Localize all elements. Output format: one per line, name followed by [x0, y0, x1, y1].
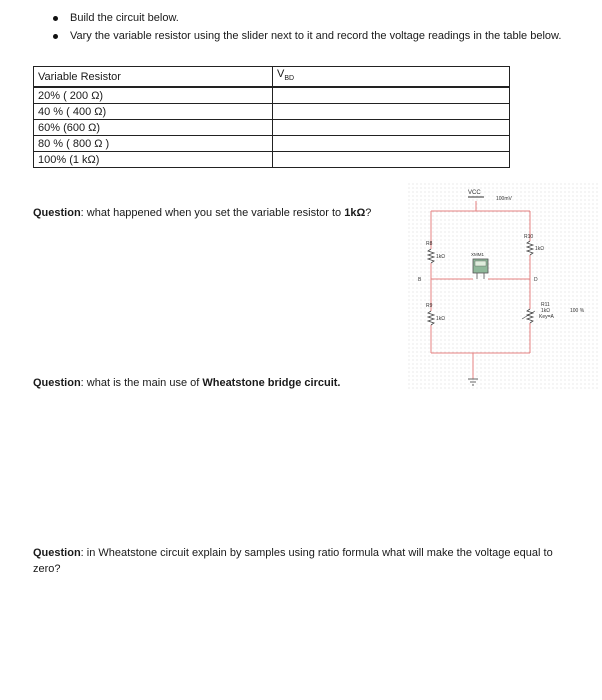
question-bold-text: Wheatstone bridge circuit.	[202, 377, 341, 389]
question-suffix: ?	[365, 207, 372, 219]
cell-resistance: 40 % ( 400 Ω)	[34, 104, 273, 120]
question-2	[33, 375, 393, 391]
bullet-icon	[53, 16, 58, 21]
question-label: Question	[33, 207, 81, 219]
header-variable-resistor: Variable Resistor	[34, 67, 273, 88]
table-header-row	[34, 67, 510, 88]
cell-resistance: 20% ( 200 Ω)	[34, 87, 273, 104]
node-d-label: D	[534, 277, 538, 283]
question-text: : what is the main use of	[80, 377, 203, 389]
cell-voltage[interactable]	[273, 120, 510, 136]
cell-voltage[interactable]	[273, 152, 510, 168]
table-row	[34, 104, 510, 120]
question-label: Question	[33, 547, 81, 559]
r11-label: R11	[541, 302, 550, 308]
source-value: 100mV	[496, 196, 512, 202]
multimeter-display-icon	[475, 261, 486, 266]
r11-value: 1kΩ	[541, 308, 551, 314]
instruction-text: Build the circuit below.	[70, 12, 179, 24]
node-b-label: B	[418, 277, 422, 283]
cell-voltage[interactable]	[273, 136, 510, 152]
instructions-list	[50, 10, 570, 46]
table-row	[34, 87, 510, 104]
r8-label: R8	[426, 241, 433, 247]
header-bd-subscript: BD	[284, 75, 295, 83]
header-vbd	[273, 67, 510, 88]
question-3	[33, 545, 578, 577]
grid-background	[408, 183, 598, 391]
cell-resistance: 100% (1 kΩ)	[34, 152, 273, 168]
meter-label: XMM1	[471, 252, 485, 257]
r11-percent: 100 %	[570, 308, 585, 314]
instruction-text: Vary the variable resistor using the slider next to it and record the voltage readings in the table below.	[70, 30, 562, 42]
r11-key: Key=A	[539, 314, 554, 320]
vcc-label: VCC	[468, 190, 481, 196]
cell-resistance: 60% (600 Ω)	[34, 120, 273, 136]
cell-voltage[interactable]	[273, 104, 510, 120]
r9-label: R9	[426, 303, 433, 309]
instruction-item	[50, 28, 570, 44]
voltage-table	[33, 66, 510, 168]
cell-voltage[interactable]	[273, 87, 510, 104]
question-label: Question	[33, 377, 81, 389]
instruction-item	[50, 10, 570, 26]
question-1	[33, 205, 393, 221]
question-bold-text: 1kΩ	[344, 207, 366, 219]
table-row	[34, 152, 510, 168]
r10-label: R10	[524, 234, 534, 240]
table-row	[34, 136, 510, 152]
question-text: : in Wheatstone circuit explain by samples using ratio formula what will make the voltage equal to zero?	[33, 547, 553, 575]
wheatstone-circuit-diagram	[408, 183, 598, 391]
table-row	[34, 120, 510, 136]
r10-value: 1kΩ	[535, 246, 545, 252]
header-v: V	[277, 68, 285, 80]
cell-resistance: 80 % ( 800 Ω )	[34, 136, 273, 152]
r9-value: 1kΩ	[436, 316, 446, 322]
bullet-icon	[53, 34, 58, 39]
r8-value: 1kΩ	[436, 254, 446, 260]
question-text: : what happened when you set the variable resistor to	[80, 207, 345, 219]
